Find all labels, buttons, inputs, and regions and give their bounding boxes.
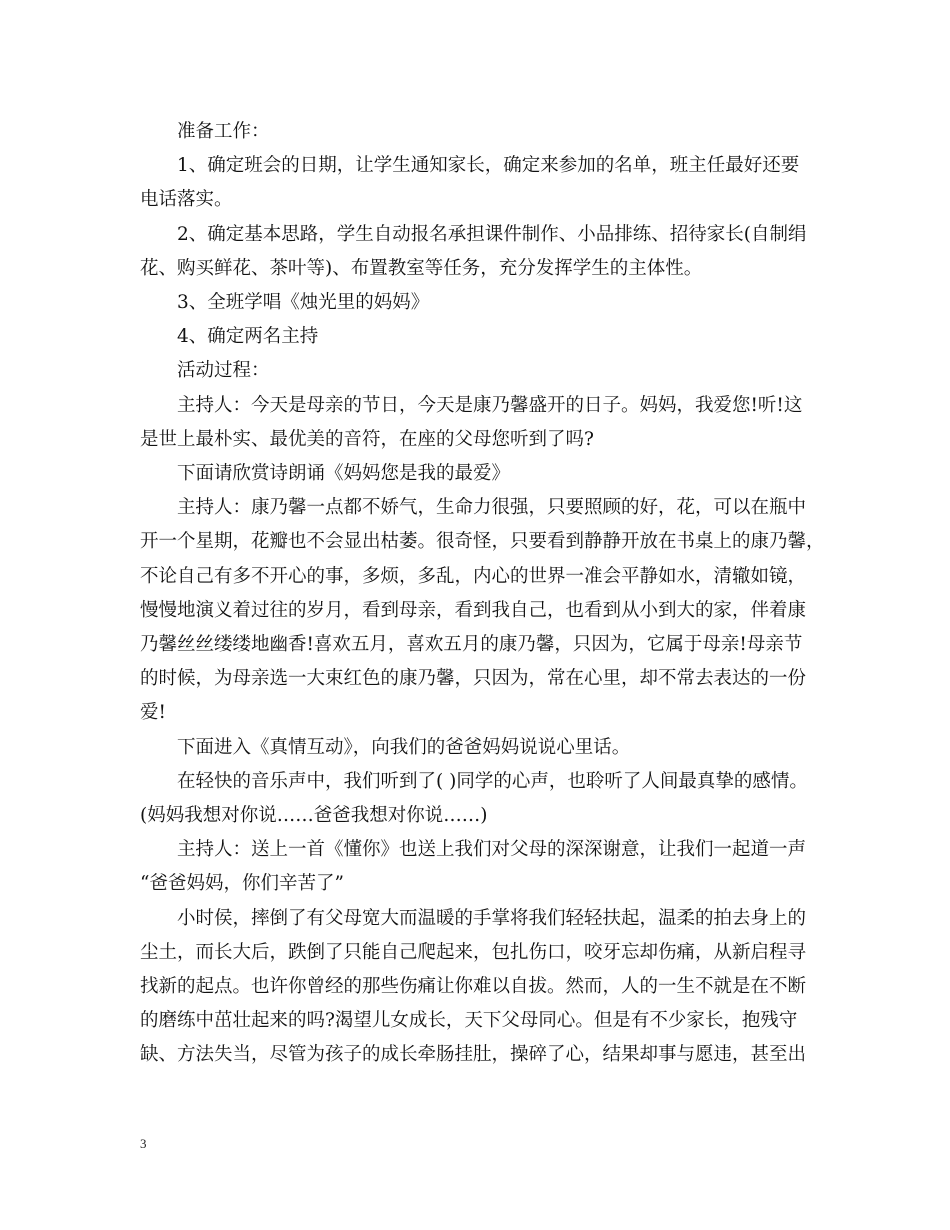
paragraph-line: 1、确定班会的日期，让学生通知家长，确定来参加的名单，班主任最好还要 xyxy=(177,155,800,177)
page-number: 3 xyxy=(140,1136,147,1151)
paragraph-line: 是世上最朴实、最优美的音符，在座的父母您听到了吗? xyxy=(140,428,594,450)
paragraph-line: 花、购买鲜花、茶叶等)、布置教室等任务，充分发挥学生的主体性。 xyxy=(140,257,703,279)
section-heading-preparation: 准备工作： xyxy=(177,121,270,142)
paragraph-line: 尘土，而长大后，跌倒了只能自己爬起来，包扎伤口，咬牙忘却伤痛，从新启程寻 xyxy=(140,941,807,963)
paragraph-line: 主持人：康乃馨一点都不娇气，生命力很强，只要照顾的好，花，可以在瓶中 xyxy=(177,497,807,519)
paragraph-line: 开一个星期，花瓣也不会显出枯萎。很奇怪，只要看到静静开放在书桌上的康乃馨， xyxy=(140,531,825,553)
paragraph-line: 在轻快的音乐声中，我们听到了( )同学的心声，也聆听了人间最真挚的感情。 xyxy=(177,770,808,792)
paragraph-line: 4、确定两名主持 xyxy=(177,326,319,348)
paragraph-line: 的时候，为母亲选一大束红色的康乃馨，只因为，常在心里，却不常去表达的一份 xyxy=(140,668,807,690)
paragraph-line: 下面请欣赏诗朗诵《妈妈您是我的最爱》 xyxy=(177,463,511,485)
paragraph-line: 2、确定基本思路，学生自动报名承担课件制作、小品排练、招待家长(自制绢 xyxy=(177,223,807,245)
paragraph-line: 下面进入《真情互动》，向我们的爸爸妈妈说说心里话。 xyxy=(177,736,631,758)
paragraph-line: 电话落实。 xyxy=(140,189,233,211)
paragraph-line: 主持人：送上一首《懂你》也送上我们对父母的深深谢意，让我们一起道一声 xyxy=(177,839,807,861)
paragraph-line: (妈妈我想对你说……爸爸我想对你说……) xyxy=(140,805,488,827)
paragraph-line: 不论自己有多不开心的事，多烦，多乱，内心的世界一准会平静如水，清辙如镜， xyxy=(140,565,807,587)
document-body xyxy=(140,115,825,1073)
paragraph-line: 缺、方法失当，尽管为孩子的成长牵肠挂肚，操碎了心，结果却事与愿违，甚至出 xyxy=(140,1044,807,1066)
paragraph-line: 慢慢地演义着过往的岁月，看到母亲，看到我自己，也看到从小到大的家，伴着康 xyxy=(140,599,807,621)
paragraph-line: 找新的起点。也许你曾经的那些伤痛让你难以自拔。然而，人的一生不就是在不断 xyxy=(140,976,807,998)
paragraph-line: 乃馨丝丝缕缕地幽香!喜欢五月，喜欢五月的康乃馨，只因为，它属于母亲!母亲节 xyxy=(140,634,803,656)
paragraph-line: “爸爸妈妈，你们辛苦了” xyxy=(140,873,344,895)
section-heading-process: 活动过程： xyxy=(177,360,270,382)
paragraph-line: 爱! xyxy=(140,702,166,724)
paragraph-line: 的磨练中茁壮起来的吗?渴望儿女成长，天下父母同心。但是有不少家长，抱残守 xyxy=(140,1010,798,1032)
paragraph-line: 主持人：今天是母亲的节日，今天是康乃馨盛开的日子。妈妈，我爱您!听!这 xyxy=(177,394,803,416)
paragraph-line: 小时侯，摔倒了有父母宽大而温暖的手掌将我们轻轻扶起，温柔的拍去身上的 xyxy=(177,907,807,929)
paragraph-line: 3、全班学唱《烛光里的妈妈》 xyxy=(177,292,430,314)
